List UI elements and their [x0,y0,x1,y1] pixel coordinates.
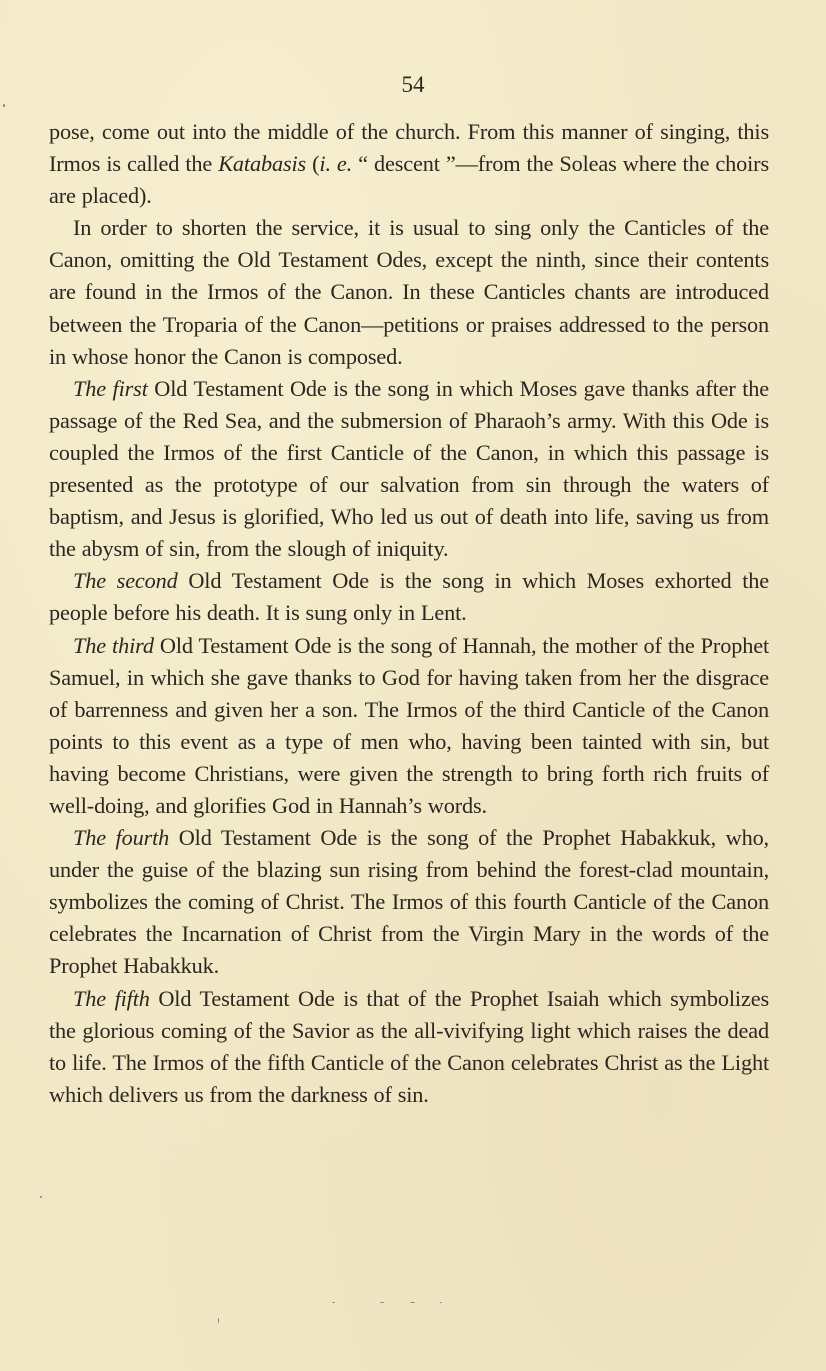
term-katabasis: Katabasis [218,151,307,177]
paragraph-third-ode [49,630,769,823]
scan-speck [380,1302,384,1303]
paragraph-lead: The fifth [73,985,150,1011]
paragraph-text: Old Testament Ode is the song of Hannah, the mother of the Prophet Samuel, in which she gave thanks to God for having taken from her the disgrace of barrenness and given her a son. The Irmos of the third Canticle of the Canon points to this event as a type of men who, having been tainted with sin, but having become Christians, were given the strength to bring forth rich fruits of well-doing, and glorifies God in Hannah’s words. [49,632,769,818]
paragraph-fifth-ode [49,983,769,1111]
scan-speck [40,1196,42,1198]
paragraph-text: ( [306,151,320,177]
scan-speck [332,1302,335,1303]
body-text [49,116,769,1111]
paragraph-first-ode [49,373,769,566]
abbreviation-ie: i. e. [319,151,353,177]
paragraph-text: pose, come out into the middle of the church. From this manner of singing, this Irmos is called the [49,119,769,177]
paragraph-lead: The second [73,568,178,594]
paragraph-lead: The first [73,375,148,401]
paragraph-text: Old Testament Ode is the song of the Prophet Habakkuk, who, under the guise of the blazing sun rising from behind the forest-clad mountain, symbolizes the coming of Christ. The Irmos of this fourth Canticle of the Canon celebrates the Incarnation of Christ from the Virgin Mary in the words of the Prophet Habakkuk. [49,825,769,979]
paragraph-text: Old Testament Ode is the song in which Moses exhorted the people before his death. It is sung only in Lent. [49,568,770,626]
scan-speck [440,1302,442,1303]
paragraph-katabasis [49,116,769,212]
page-number: 54 [401,72,425,97]
paragraph-text: In order to shorten the service, it is usual to sing only the Canticles of the Canon, omitting the Old Testament Odes, except the ninth, since their contents are found in the Irmos of the Canon. In these Canticles chants are introduced between the Troparia of the Canon—petitions or praises addressed to the person in whose honor the Canon is composed. [49,215,769,369]
paragraph-second-ode [49,565,769,629]
scan-speck [3,104,5,107]
paragraph-text: Old Testament Ode is that of the Prophet Isaiah which symbolizes the glorious coming of the Savior as the all-vivifying light which raises the dead to life. The Irmos of the fifth Canticle of the Canon celebrates Christ as the Light which delivers us from the darkness of sin. [49,985,769,1107]
paragraph-shorten-service [49,212,769,372]
scan-speck [218,1318,219,1323]
paragraph-fourth-ode [49,822,769,982]
paragraph-text: Old Testament Ode is the song in which Moses gave thanks after the passage of the Red Sea, and the submersion of Pharaoh’s army. With this Ode is coupled the Irmos of the first Canticle of the Canon, in which this passage is presented as the prototype of our salvation from sin through the waters of baptism, and Jesus is glorified, Who led us out of death into life, saving us from the abysm of sin, from the slough of iniquity. [49,375,770,562]
paragraph-text: “ descent ”—from the Soleas where the choirs are placed). [49,151,769,209]
scan-speck [410,1302,415,1303]
paragraph-lead: The fourth [73,825,170,851]
paragraph-lead: The third [73,632,154,658]
